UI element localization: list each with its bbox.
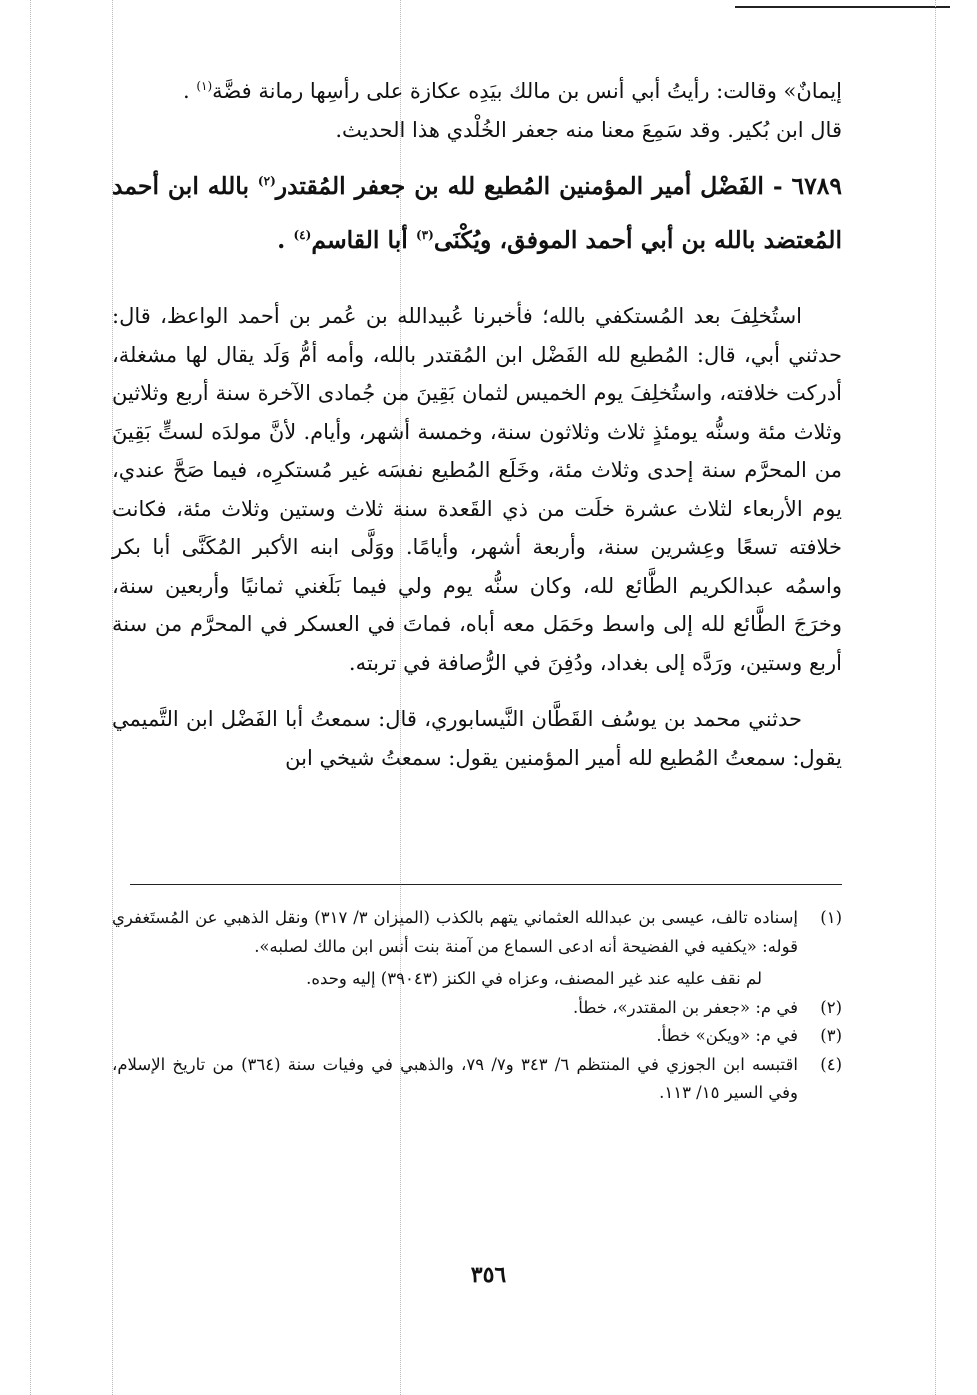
footnote <box>112 994 842 1023</box>
entry-heading <box>112 159 842 267</box>
footnote-number: (٢) <box>820 997 842 1017</box>
entry-heading-text: بالله ابن أحمد المُعتضد بالله بن أبي أحمد الموفق، ويُكْنَى <box>112 172 842 254</box>
footnote-number: (٣) <box>820 1026 842 1045</box>
main-text <box>112 72 842 777</box>
footnote-continuation: لم نقف عليه عند غير المصنف، وعزاه في الكنز (٣٩٠٤٣) إليه وحده. <box>306 969 762 988</box>
entry-heading-text: ٦٧٨٩ - الفَضْل أمير المؤمنين المُطيع لله بن جعفر المُقتدر <box>275 172 842 200</box>
footnote-text: في م: «جعفر بن المقتدر»، خطأ. <box>572 997 798 1017</box>
body-paragraph: حدثني محمد بن يوسُف القَطَّان النَّيسابوري، قال: سمعتُ أبا الفَضْل ابن التَّميمي يقول: سمعتُ المُطيع لله أمير المؤمنين يقول: سمعتُ شيخي ابن <box>112 707 842 770</box>
footnote-separator <box>130 884 842 885</box>
footnotes <box>112 904 842 1108</box>
spacer <box>112 682 842 700</box>
scan-margin-line <box>30 0 31 1395</box>
footnote <box>112 904 842 961</box>
footnote-text: في م: «ويكن» خطأ. <box>656 1026 798 1045</box>
footnote-ref: (٢) <box>257 174 276 189</box>
scan-margin-line <box>935 0 936 1395</box>
footnote-number: (٤) <box>820 1054 842 1074</box>
opening-line: قال ابن بُكير. وقد سَمِعَ معنا منه جعفر الخُلْدي هذا الحديث. <box>335 117 842 142</box>
entry-heading-end-mark: . <box>277 226 286 254</box>
entry-heading-text: أبا القاسم <box>311 226 408 254</box>
footnote-ref: (١) <box>196 79 213 93</box>
opening-line <box>112 72 842 111</box>
footnote-text: اقتبسه ابن الجوزي في المنتظم ٦/ ٣٤٣ و٧/ ٧٩، والذهبي في وفيات سنة (٣٦٤) من تاريخ الإسلام، وفي السير ١٥/ ١١٣. <box>112 1054 798 1102</box>
spacer <box>112 267 842 297</box>
top-edge-rule <box>735 6 950 8</box>
opening-text: إيمانٌ» وقالت: رأيتُ أبي أنس بن مالك بيَدِه عكازة على رأسِها رمانة فضَّة <box>212 79 842 103</box>
footnote-ref: (٣) <box>415 228 434 243</box>
footnote <box>112 1022 842 1051</box>
opening-end-mark: . <box>182 79 190 103</box>
footnote-number: (١) <box>820 908 842 927</box>
page-number: ٣٥٦ <box>470 1262 507 1288</box>
footnote <box>112 1051 842 1108</box>
footnote-ref: (٤) <box>293 228 312 243</box>
spacer <box>112 149 842 159</box>
footnote-text: إسناده تالف، عيسى بن عبدالله العثماني يتهم بالكذب (الميزان ٣/ ٣١٧) ونقل الذهبي عن المُستَغفري قوله: «يكفيه في الفضيحة أنه ادعى السماع من آمنة بنت أنس ابن مالك لصلبه». <box>112 908 798 956</box>
body-paragraph: استُخلِفَ بعد المُستكفي بالله؛ فأخبرنا عُبيدالله بن عُمر بن أحمد الواعظ، قال: حدثني أبي، قال: المُطيع لله الفَضْل ابن المُقتدر بالله، وأمه أمُّ وَلَد يقال لها مشغلة، أدركت خلافته، واستُخلِفَ يوم الخميس لثمان بَقِينَ من جُمادى الآخرة سنة أربع وثلاثين وثلاث مئة وسنُّه يومئذٍ ثلاث وثلاثون سنة، وخمسة أشهر، وأيام. لأنَّ مولدَه لستٍّ بَقِينَ من المحرَّم سنة إحدى وثلاث مئة، وخَلَع المُطيع نفسَه غير مُستكرِه، فيما صَحَّ عندي، يوم الأربعاء لثلاث عشرة خلَت من ذي القَعدة سنة ثلاث وستين وثلاث مئة، فكانت خلافته تسعًا وعِشرين سنة، وأربعة أشهر، وأيامًا. ووَلَّى ابنه الأكبر المُكَنَّى أبا بكر واسمُه عبدالكريم الطَّائع لله، وكان سنُّه يوم ولي فيما بَلَغني ثمانيًا وأربعين سنة، وخرَجَ الطَّائع لله إلى واسط وحَمَل معه أباه، فماتَ في العسكر في المحرَّم من سنة أربع وستين، ورَدَّه إلى بغداد، ودُفِنَ في الرُّصافة في تربته. <box>112 304 842 675</box>
